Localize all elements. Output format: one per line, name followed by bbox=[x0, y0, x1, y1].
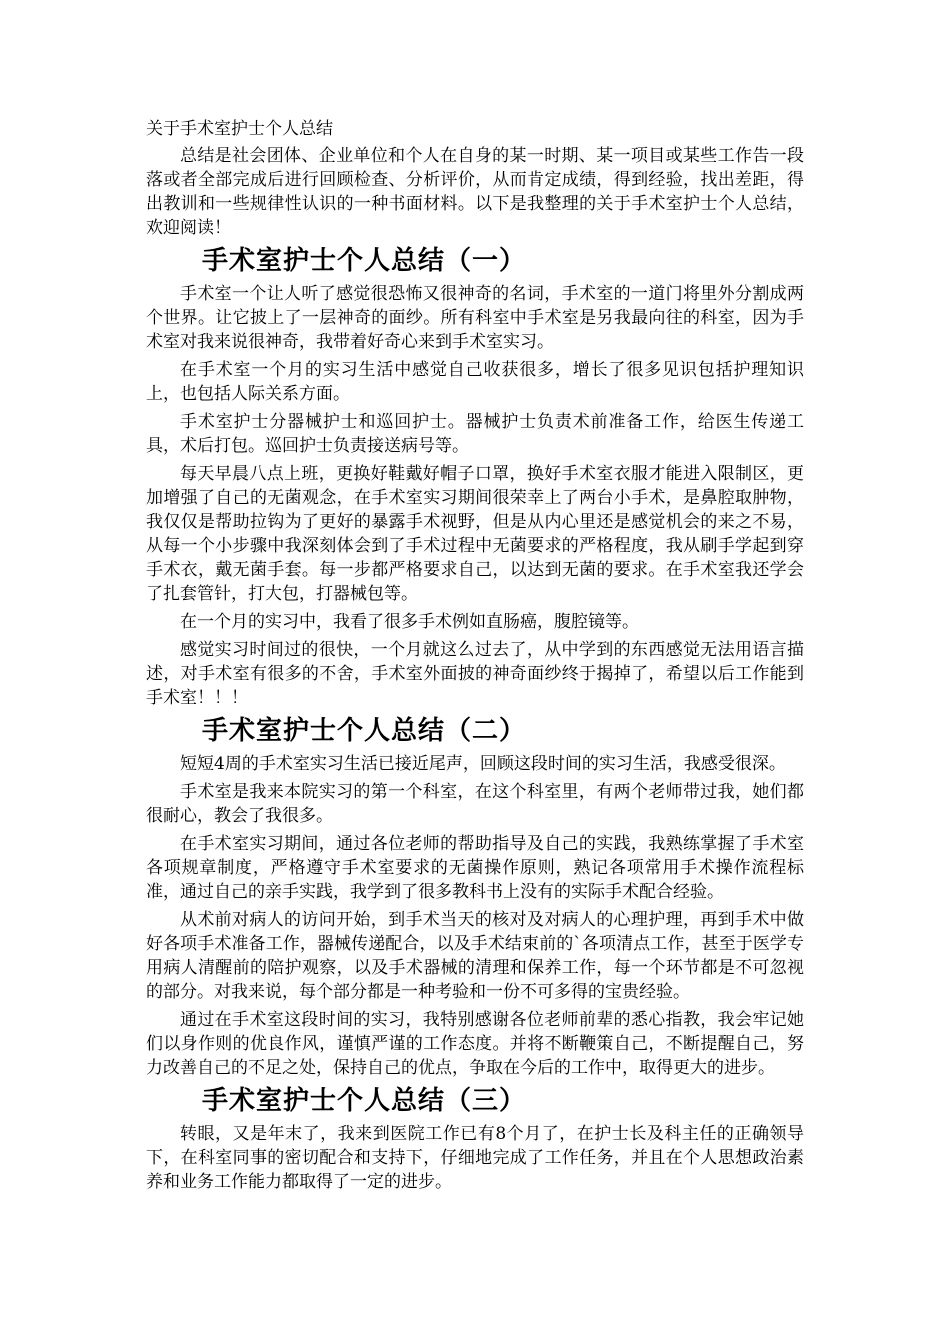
document-body bbox=[146, 118, 804, 1198]
section-2-paragraph-3: 在手术室实习期间，通过各位老师的帮助指导及自己的实践，我熟练掌握了手术室各项规章制度，严格遵守手术室要求的无菌操作原则，熟记各项常用手术操作流程标准，通过自己的亲手实践，我学到了很多教科书上没有的实际手术配合经验。 bbox=[146, 834, 804, 902]
section-3-paragraph-1: 转眼，又是年末了，我来到医院工作已有8个月了，在护士长及科主任的正确领导下，在科室同事的密切配合和支持下，仔细地完成了工作任务，并且在个人思想政治素养和业务工作能力都取得了一定的进步。 bbox=[146, 1124, 804, 1192]
section-2-paragraph-5: 通过在手术室这段时间的实习，我特别感谢各位老师前辈的悉心指教，我会牢记她们以身作则的优良作风，谨慎严谨的工作态度。并将不断鞭策自己，不断提醒自己，努力改善自己的不足之处，保持自己的优点，争取在今后的工作中，取得更大的进步。 bbox=[146, 1010, 804, 1078]
section-heading-2: 手术室护士个人总结（二） bbox=[202, 716, 527, 746]
section-1-paragraph-1: 手术室一个让人听了感觉很恐怖又很神奇的名词，手术室的一道门将里外分割成两个世界。让它披上了一层神奇的面纱。所有科室中手术室是另我最向往的科室，因为手术室对我来说很神奇，我带着好奇心来到手术室实习。 bbox=[146, 284, 804, 352]
section-1-paragraph-2: 在手术室一个月的实习生活中感觉自己收获很多，增长了很多见识包括护理知识上，也包括人际关系方面。 bbox=[146, 360, 804, 404]
section-1-paragraph-6: 感觉实习时间过的很快，一个月就这么过去了，从中学到的东西感觉无法用语言描述，对手术室有很多的不舍，手术室外面披的神奇面纱终于揭掉了，希望以后工作能到手术室！！！ bbox=[146, 640, 804, 708]
document-title: 关于手术室护士个人总结 bbox=[146, 119, 333, 139]
section-1-paragraph-5: 在一个月的实习中，我看了很多手术例如直肠癌，腹腔镜等。 bbox=[180, 612, 639, 632]
intro-paragraph: 总结是社会团体、企业单位和个人在自身的某一时期、某一项目或某些工作告一段落或者全部完成后进行回顾检查、分析评价，从而肯定成绩，得到经验，找出差距，得出教训和一些规律性认识的一种书面材料。以下是我整理的关于手术室护士个人总结，欢迎阅读！ bbox=[146, 146, 804, 238]
section-2-paragraph-1: 短短4周的手术室实习生活已接近尾声，回顾这段时间的实习生活，我感受很深。 bbox=[180, 754, 786, 774]
section-1-paragraph-4: 每天早晨八点上班，更换好鞋戴好帽子口罩，换好手术室衣服才能进入限制区，更加增强了自己的无菌观念，在手术室实习期间很荣幸上了两台小手术，是鼻腔取肿物，我仅仅是帮助拉钩为了更好的暴露手术视野，但是从内心里还是感觉机会的来之不易，从每一个小步骤中我深刻体会到了手术过程中无菌要求的严格程度，我从刷手学起到穿手术衣，戴无菌手套。每一步都严格要求自己，以达到无菌的要求。在手术室我还学会了扎套管针，打大包，打器械包等。 bbox=[146, 464, 804, 604]
section-heading-3: 手术室护士个人总结（三） bbox=[202, 1086, 527, 1116]
section-heading-1: 手术室护士个人总结（一） bbox=[202, 246, 527, 276]
section-2-paragraph-2: 手术室是我来本院实习的第一个科室，在这个科室里，有两个老师带过我，她们都很耐心，教会了我很多。 bbox=[146, 782, 804, 826]
section-2-paragraph-4: 从术前对病人的访问开始，到手术当天的核对及对病人的心理护理，再到手术中做好各项手术准备工作，器械传递配合，以及手术结束前的`各项清点工作，甚至于医学专用病人清醒前的陪护观察，以及手术器械的清理和保养工作，每一个环节都是不可忽视的部分。对我来说，每个部分都是一种考验和一份不可多得的宝贵经验。 bbox=[146, 910, 804, 1002]
section-1-paragraph-3: 手术室护士分器械护士和巡回护士。器械护士负责术前准备工作，给医生传递工具，术后打包。巡回护士负责接送病号等。 bbox=[146, 412, 804, 456]
